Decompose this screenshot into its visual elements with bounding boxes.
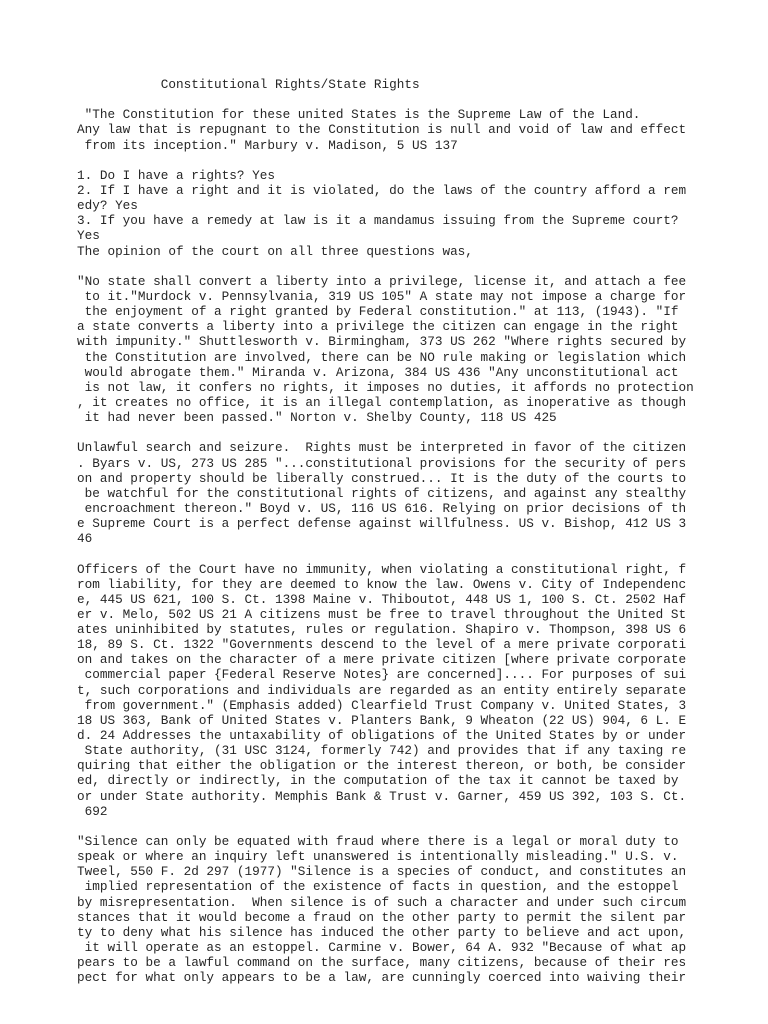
text-line: Any law that is repugnant to the Constitution is null and void of law and effect <box>77 122 687 138</box>
text-line: er v. Melo, 502 US 21 A citizens must be free to travel throughout the United St <box>77 606 687 622</box>
text-line: it had never been passed." Norton v. Shelby County, 118 US 425 <box>77 410 557 426</box>
text-line: encroachment thereon." Boyd v. US, 116 US 616. Relying on prior decisions of th <box>77 500 687 516</box>
text-line: the Constitution are involved, there can be NO rule making or legislation which <box>77 349 687 365</box>
text-line: d. 24 Addresses the untaxability of obligations of the United States by or under <box>77 728 687 744</box>
text-line: the enjoyment of a right granted by Federal constitution." at 113, (1943). "If <box>77 304 679 320</box>
text-line: 3. If you have a remedy at law is it a mandamus issuing from the Supreme court? <box>77 213 679 229</box>
text-line: t, such corporations and individuals are regarded as an entity entirely separate <box>77 682 687 698</box>
text-line: , it creates no office, it is an illegal contemplation, as inoperative as though <box>77 394 687 410</box>
text-line: e Supreme Court is a perfect defense against willfulness. US v. Bishop, 412 US 3 <box>77 516 687 532</box>
text-line: Tweel, 550 F. 2d 297 (1977) "Silence is a species of conduct, and constitutes an <box>77 864 687 880</box>
text-line: 46 <box>77 531 93 547</box>
text-line: speak or where an inquiry left unanswered is intentionally misleading." U.S. v. <box>77 849 679 865</box>
text-line: The opinion of the court on all three questions was, <box>77 243 473 259</box>
text-line: "Silence can only be equated with fraud where there is a legal or moral duty to <box>77 834 679 850</box>
text-line: ed, directly or indirectly, in the computation of the tax it cannot be taxed by <box>77 773 679 789</box>
text-line: "The Constitution for these united States is the Supreme Law of the Land. <box>77 107 641 123</box>
blank-line <box>77 92 717 107</box>
blank-line <box>77 259 717 274</box>
text-line: Officers of the Court have no immunity, when violating a constitutional right, f <box>77 561 687 577</box>
text-line: by misrepresentation. When silence is of such a character and under such circum <box>77 894 687 910</box>
text-line: ty to deny what his silence has induced the other party to believe and act upon, <box>77 924 687 940</box>
text-line: e, 445 US 621, 100 S. Ct. 1398 Maine v. Thiboutot, 448 US 1, 100 S. Ct. 2502 Haf <box>77 591 687 607</box>
text-line: "No state shall convert a liberty into a privilege, license it, and attach a fee <box>77 273 687 289</box>
text-line: commercial paper {Federal Reserve Notes} are concerned].... For purposes of sui <box>77 667 687 683</box>
text-line: on and takes on the character of a mere private citizen [where private corporate <box>77 652 687 668</box>
document-body <box>77 77 717 985</box>
text-line: State authority, (31 USC 3124, formerly 742) and provides that if any taxing re <box>77 743 687 759</box>
blank-line <box>77 546 717 561</box>
text-line: rom liability, for they are deemed to know the law. Owens v. City of Independenc <box>77 576 687 592</box>
text-line: a state converts a liberty into a privilege the citizen can engage in the right <box>77 319 679 335</box>
text-line: from its inception." Marbury v. Madison, 5 US 137 <box>77 137 458 153</box>
text-line: 18 US 363, Bank of United States v. Planters Bank, 9 Wheaton (22 US) 904, 6 L. E <box>77 712 687 728</box>
text-line: Unlawful search and seizure. Rights must be interpreted in favor of the citizen <box>77 440 687 456</box>
text-line: quiring that either the obligation or the interest thereon, or both, be consider <box>77 758 687 774</box>
text-line: or under State authority. Memphis Bank & Trust v. Garner, 459 US 392, 103 S. Ct. <box>77 788 687 804</box>
document-title: Constitutional Rights/State Rights <box>77 77 420 92</box>
text-line: . Byars v. US, 273 US 285 "...constitutional provisions for the security of pers <box>77 455 687 471</box>
text-line: be watchful for the constitutional rights of citizens, and against any stealthy <box>77 485 687 501</box>
text-line: 2. If I have a right and it is violated, do the laws of the country afford a rem <box>77 182 687 198</box>
text-line: implied representation of the existence of facts in question, and the estoppel <box>77 879 679 895</box>
text-line: with impunity." Shuttlesworth v. Birmingham, 373 US 262 "Where rights secured by <box>77 334 687 350</box>
blank-line <box>77 425 717 440</box>
text-line: Yes <box>77 228 100 244</box>
blank-line <box>77 153 717 168</box>
text-line: pect for what only appears to be a law, are cunningly coerced into waiving their <box>77 970 687 986</box>
text-line: stances that it would become a fraud on the other party to permit the silent par <box>77 909 687 925</box>
text-line: 692 <box>77 803 108 819</box>
blank-line <box>77 819 717 834</box>
text-line: would abrogate them." Miranda v. Arizona, 384 US 436 "Any unconstitutional act <box>77 364 679 380</box>
text-line: ates uninhibited by statutes, rules or regulation. Shapiro v. Thompson, 398 US 6 <box>77 622 687 638</box>
text-line: from government." (Emphasis added) Clearfield Trust Company v. United States, 3 <box>77 697 687 713</box>
text-line: pears to be a lawful command on the surface, many citizens, because of their res <box>77 955 687 971</box>
text-line: 1. Do I have a rights? Yes <box>77 167 275 183</box>
text-line: edy? Yes <box>77 198 138 214</box>
text-line: is not law, it confers no rights, it imposes no duties, it affords no protection <box>77 379 694 395</box>
text-line: it will operate as an estoppel. Carmine v. Bower, 64 A. 932 "Because of what ap <box>77 940 687 956</box>
text-line: on and property should be liberally construed... It is the duty of the courts to <box>77 470 687 486</box>
text-line: 18, 89 S. Ct. 1322 "Governments descend to the level of a mere private corporati <box>77 637 687 653</box>
text-line: to it."Murdock v. Pennsylvania, 319 US 105" A state may not impose a charge for <box>77 288 687 304</box>
